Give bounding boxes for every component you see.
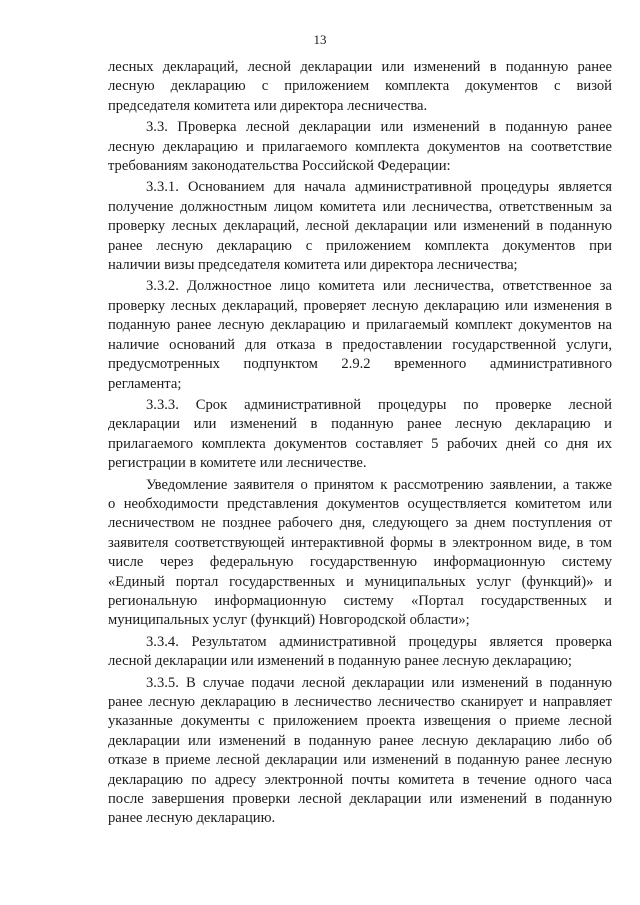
text-line: проверку лесных деклараций, проверяет лесную декларацию или изменения в	[108, 297, 612, 314]
text-line: лесной декларации или изменений в поданную ранее лесную декларацию;	[108, 653, 572, 670]
text-line: получение должностным лицом комитета или лесничества, ответственным за	[108, 198, 612, 215]
text-line: 3.3.1. Основанием для начала административной процедуры является	[146, 179, 612, 196]
text-line: «Единый портал государственных и муниципальных услуг (функций)» и	[108, 573, 612, 590]
paragraph-notification	[108, 476, 612, 631]
text-line: требованиям законодательства Российской Федерации:	[108, 158, 451, 175]
paragraph-3-3-4	[108, 633, 612, 672]
text-line: наличии визы председателя комитета или директора лесничества;	[108, 257, 518, 274]
text-line: ранее лесную декларацию.	[108, 810, 276, 827]
text-line: декларации или изменений в поданную ранее лесную декларацию либо об	[108, 732, 612, 749]
text-line: 3.3.5. В случае подачи лесной декларации или изменений в поданную	[146, 674, 612, 691]
text-line: отказе в приеме лесной декларации или изменений в поданную ранее лесную	[108, 752, 612, 769]
paragraph-3-3-5	[108, 674, 612, 829]
text-line: указанные документы с приложением проекта извещения о приеме лесной	[108, 713, 612, 730]
paragraph-continuation	[108, 58, 612, 116]
text-line: поданную ранее лесную декларацию и прилагаемый комплект документов на	[108, 317, 612, 334]
text-line: регистрации в комитете или лесничестве.	[108, 455, 367, 472]
text-line: 3.3.4. Результатом административной процедуры является проверка	[146, 633, 612, 650]
text-line: лесных деклараций, лесной декларации или изменений в поданную ранее	[108, 59, 612, 75]
text-line: ранее лесную декларацию с приложением комплекта документов при	[108, 237, 612, 254]
text-line: числе через федеральную государственную информационную систему	[108, 554, 612, 571]
text-line: 3.3.3. Срок административной процедуры по проверке лесной	[146, 396, 612, 413]
page-number: 13	[313, 32, 327, 47]
paragraph-3-3-3	[108, 396, 612, 474]
text-line: лесную декларацию с приложением комплекта документов с визой	[108, 78, 612, 95]
text-line: предусмотренных подпунктом 2.9.2 временного административного	[108, 356, 612, 373]
text-line: после завершения проверки лесной декларации или изменений в поданную	[108, 791, 612, 808]
text-line: декларацию по адресу электронной почты комитета в течение одного часа	[108, 771, 612, 788]
text-line: о необходимости представления документов осуществляется комитетом или	[108, 495, 612, 512]
text-line: прилагаемого комплекта документов составляет 5 рабочих дней со дня их	[108, 435, 612, 452]
text-line: ранее лесную декларацию в лесничество лесничество сканирует и направляет	[108, 694, 612, 710]
text-line: декларации или изменений в поданную ранее лесную декларацию и	[108, 416, 612, 433]
text-line: лесную декларацию и прилагаемого комплекта документов на соответствие	[108, 138, 612, 155]
text-line: муниципальных услуг (функций) Новгородской области»;	[108, 612, 470, 629]
text-line: Уведомление заявителя о принятом к рассмотрению заявлении, а также	[146, 476, 612, 493]
paragraph-3-3	[108, 118, 612, 176]
paragraph-3-3-1	[108, 178, 612, 275]
text-line: председателя комитета или директора лесничества.	[108, 97, 428, 114]
paragraph-3-3-2	[108, 277, 612, 393]
text-line: наличие оснований для отказа в предоставлении государственной услуги,	[108, 336, 612, 353]
text-line: региональную информационную систему «Портал государственных и	[108, 592, 612, 609]
text-line: 3.3. Проверка лесной декларации или изменений в поданную ранее	[146, 119, 612, 136]
text-line: лесничеством не позднее рабочего дня, следующего за днем поступления от	[108, 515, 612, 532]
text-line: заявителя соответствующей интерактивной формы в электронном виде, в том	[108, 534, 612, 551]
text-line: проверку лесных деклараций, лесной декларации или изменений в поданную	[108, 218, 612, 235]
text-line: регламента;	[108, 375, 182, 392]
text-line: 3.3.2. Должностное лицо комитета или лесничества, ответственное за	[146, 278, 612, 295]
document-body	[108, 58, 612, 831]
